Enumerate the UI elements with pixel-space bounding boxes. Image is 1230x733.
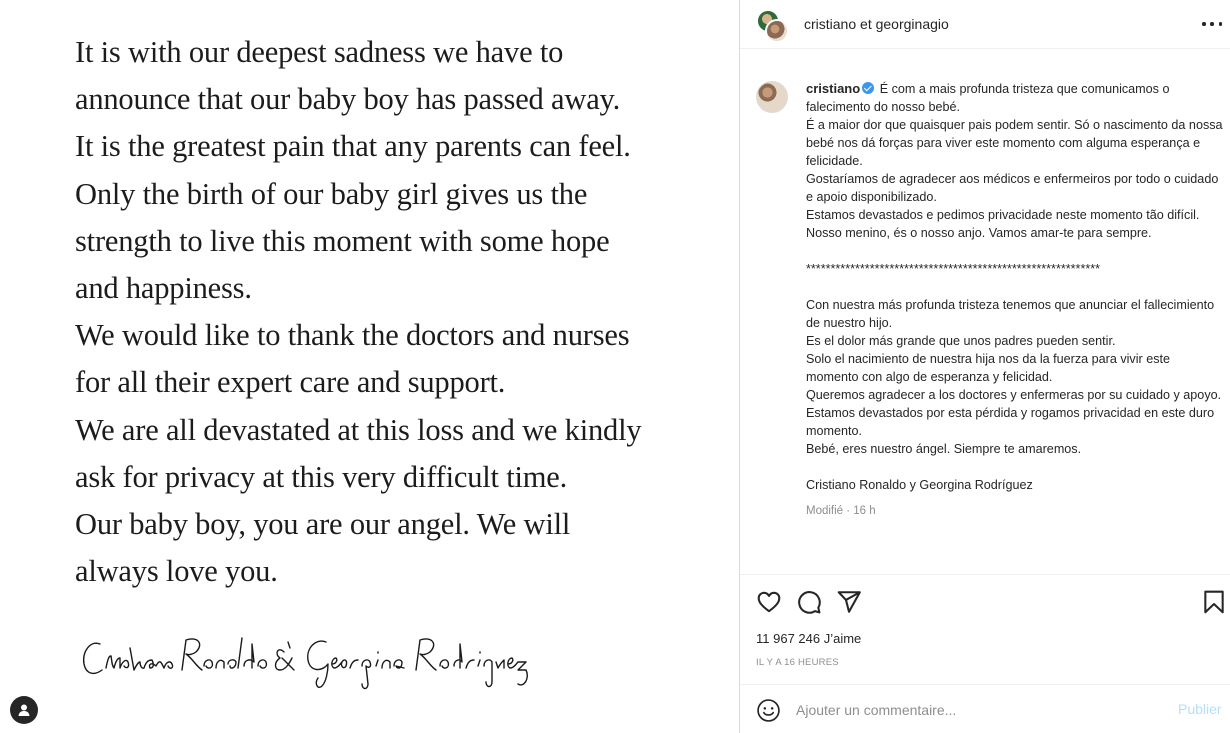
post-header [740, 0, 1230, 49]
like-count[interactable]: 11 967 246 J’aime [756, 631, 862, 646]
author-link[interactable]: cristiano [804, 16, 857, 32]
post-side-panel [739, 0, 1230, 733]
statement-line: strength to live this moment with some hope [75, 223, 610, 258]
caption-line: Gostaríamos de agradecer aos médicos e enfermeiros por todo o cuidado e apoio disponibilizado. [806, 172, 1222, 204]
statement-line: announce that our baby boy has passed away. [75, 82, 621, 117]
signature [78, 622, 548, 702]
caption-line: Queremos agradecer a los doctores y enfermeras por su cuidado y apoyo. [806, 388, 1222, 402]
statement-text [75, 29, 725, 595]
caption-line: Nosso menino, és o nosso anjo. Vamos amar-te para sempre. [806, 226, 1152, 240]
caption-line: É com a mais profunda tristeza que comunicamos o falecimento do nosso bebé. [806, 82, 1173, 114]
statement-line: always love you. [75, 554, 278, 589]
post-timestamp[interactable]: IL Y A 16 HEURES [756, 657, 839, 668]
avatar[interactable] [765, 19, 789, 43]
comment-bar [740, 684, 1230, 733]
emoji-icon[interactable] [756, 698, 781, 723]
statement-line: It is the greatest pain that any parents can feel. [75, 129, 631, 164]
statement-line: for all their expert care and support. [75, 365, 506, 400]
bookmark-icon[interactable] [1201, 589, 1227, 615]
verified-badge-icon [862, 82, 874, 94]
caption-text [806, 80, 1226, 520]
share-icon[interactable] [836, 589, 862, 615]
statement-line: It is with our deepest sadness we have to [75, 35, 564, 69]
caption-line: Con nuestra más profunda tristeza tenemos que anunciar el fallecimiento de nuestro hijo. [806, 298, 1218, 330]
comment-input[interactable] [796, 699, 1156, 721]
statement-line: and happiness. [75, 271, 252, 306]
caption-username[interactable]: cristiano [806, 81, 861, 96]
post-actions [740, 574, 1230, 684]
publish-button[interactable]: Publier [1178, 701, 1222, 717]
caption-line: É a maior dor que quaisquer pais podem sentir. Só o nascimento da nossa bebé nos dá forças para viver este momento com alguma esperança e felicidade. [806, 118, 1227, 168]
post-authors [804, 16, 949, 32]
caption-line: Estamos devastados por esta pérdida y rogamos privacidad en este duro momento. [806, 406, 1218, 438]
more-horizontal-icon[interactable] [1202, 14, 1222, 34]
statement-line: We would like to thank the doctors and nurses [75, 318, 630, 353]
statement-line: ask for privacy at this very difficult time. [75, 459, 568, 494]
caption-line: Bebé, eres nuestro ángel. Siempre te amaremos. [806, 442, 1082, 456]
caption-separator: ************************************************************ [806, 262, 1101, 276]
caption-line: Es el dolor más grande que unos padres pueden sentir. [806, 334, 1116, 348]
comment-icon[interactable] [796, 589, 822, 615]
caption-line: Solo el nacimiento de nuestra hija nos da la fuerza para vivir este momento con algo de esperanza y felicidad. [806, 352, 1174, 384]
statement-line: Only the birth of our baby girl gives us the [75, 176, 588, 211]
collab-avatars[interactable] [756, 9, 790, 43]
author-joiner: et [856, 16, 876, 32]
caption-section [740, 70, 1230, 574]
avatar[interactable] [756, 81, 788, 113]
caption-meta: Modifié · 16 h [806, 505, 876, 517]
statement-line: We are all devastated at this loss and we kindly [75, 412, 642, 447]
person-icon [17, 703, 31, 717]
caption-sign-off: Cristiano Ronaldo y Georgina Rodríguez [806, 478, 1033, 492]
user-tag-icon[interactable] [10, 696, 38, 724]
author-link[interactable]: georginagio [875, 16, 949, 32]
heart-icon[interactable] [756, 589, 782, 615]
caption-line: Estamos devastados e pedimos privacidade neste momento tão difícil. [806, 208, 1200, 222]
statement-line: Our baby boy, you are our angel. We will [75, 507, 571, 542]
